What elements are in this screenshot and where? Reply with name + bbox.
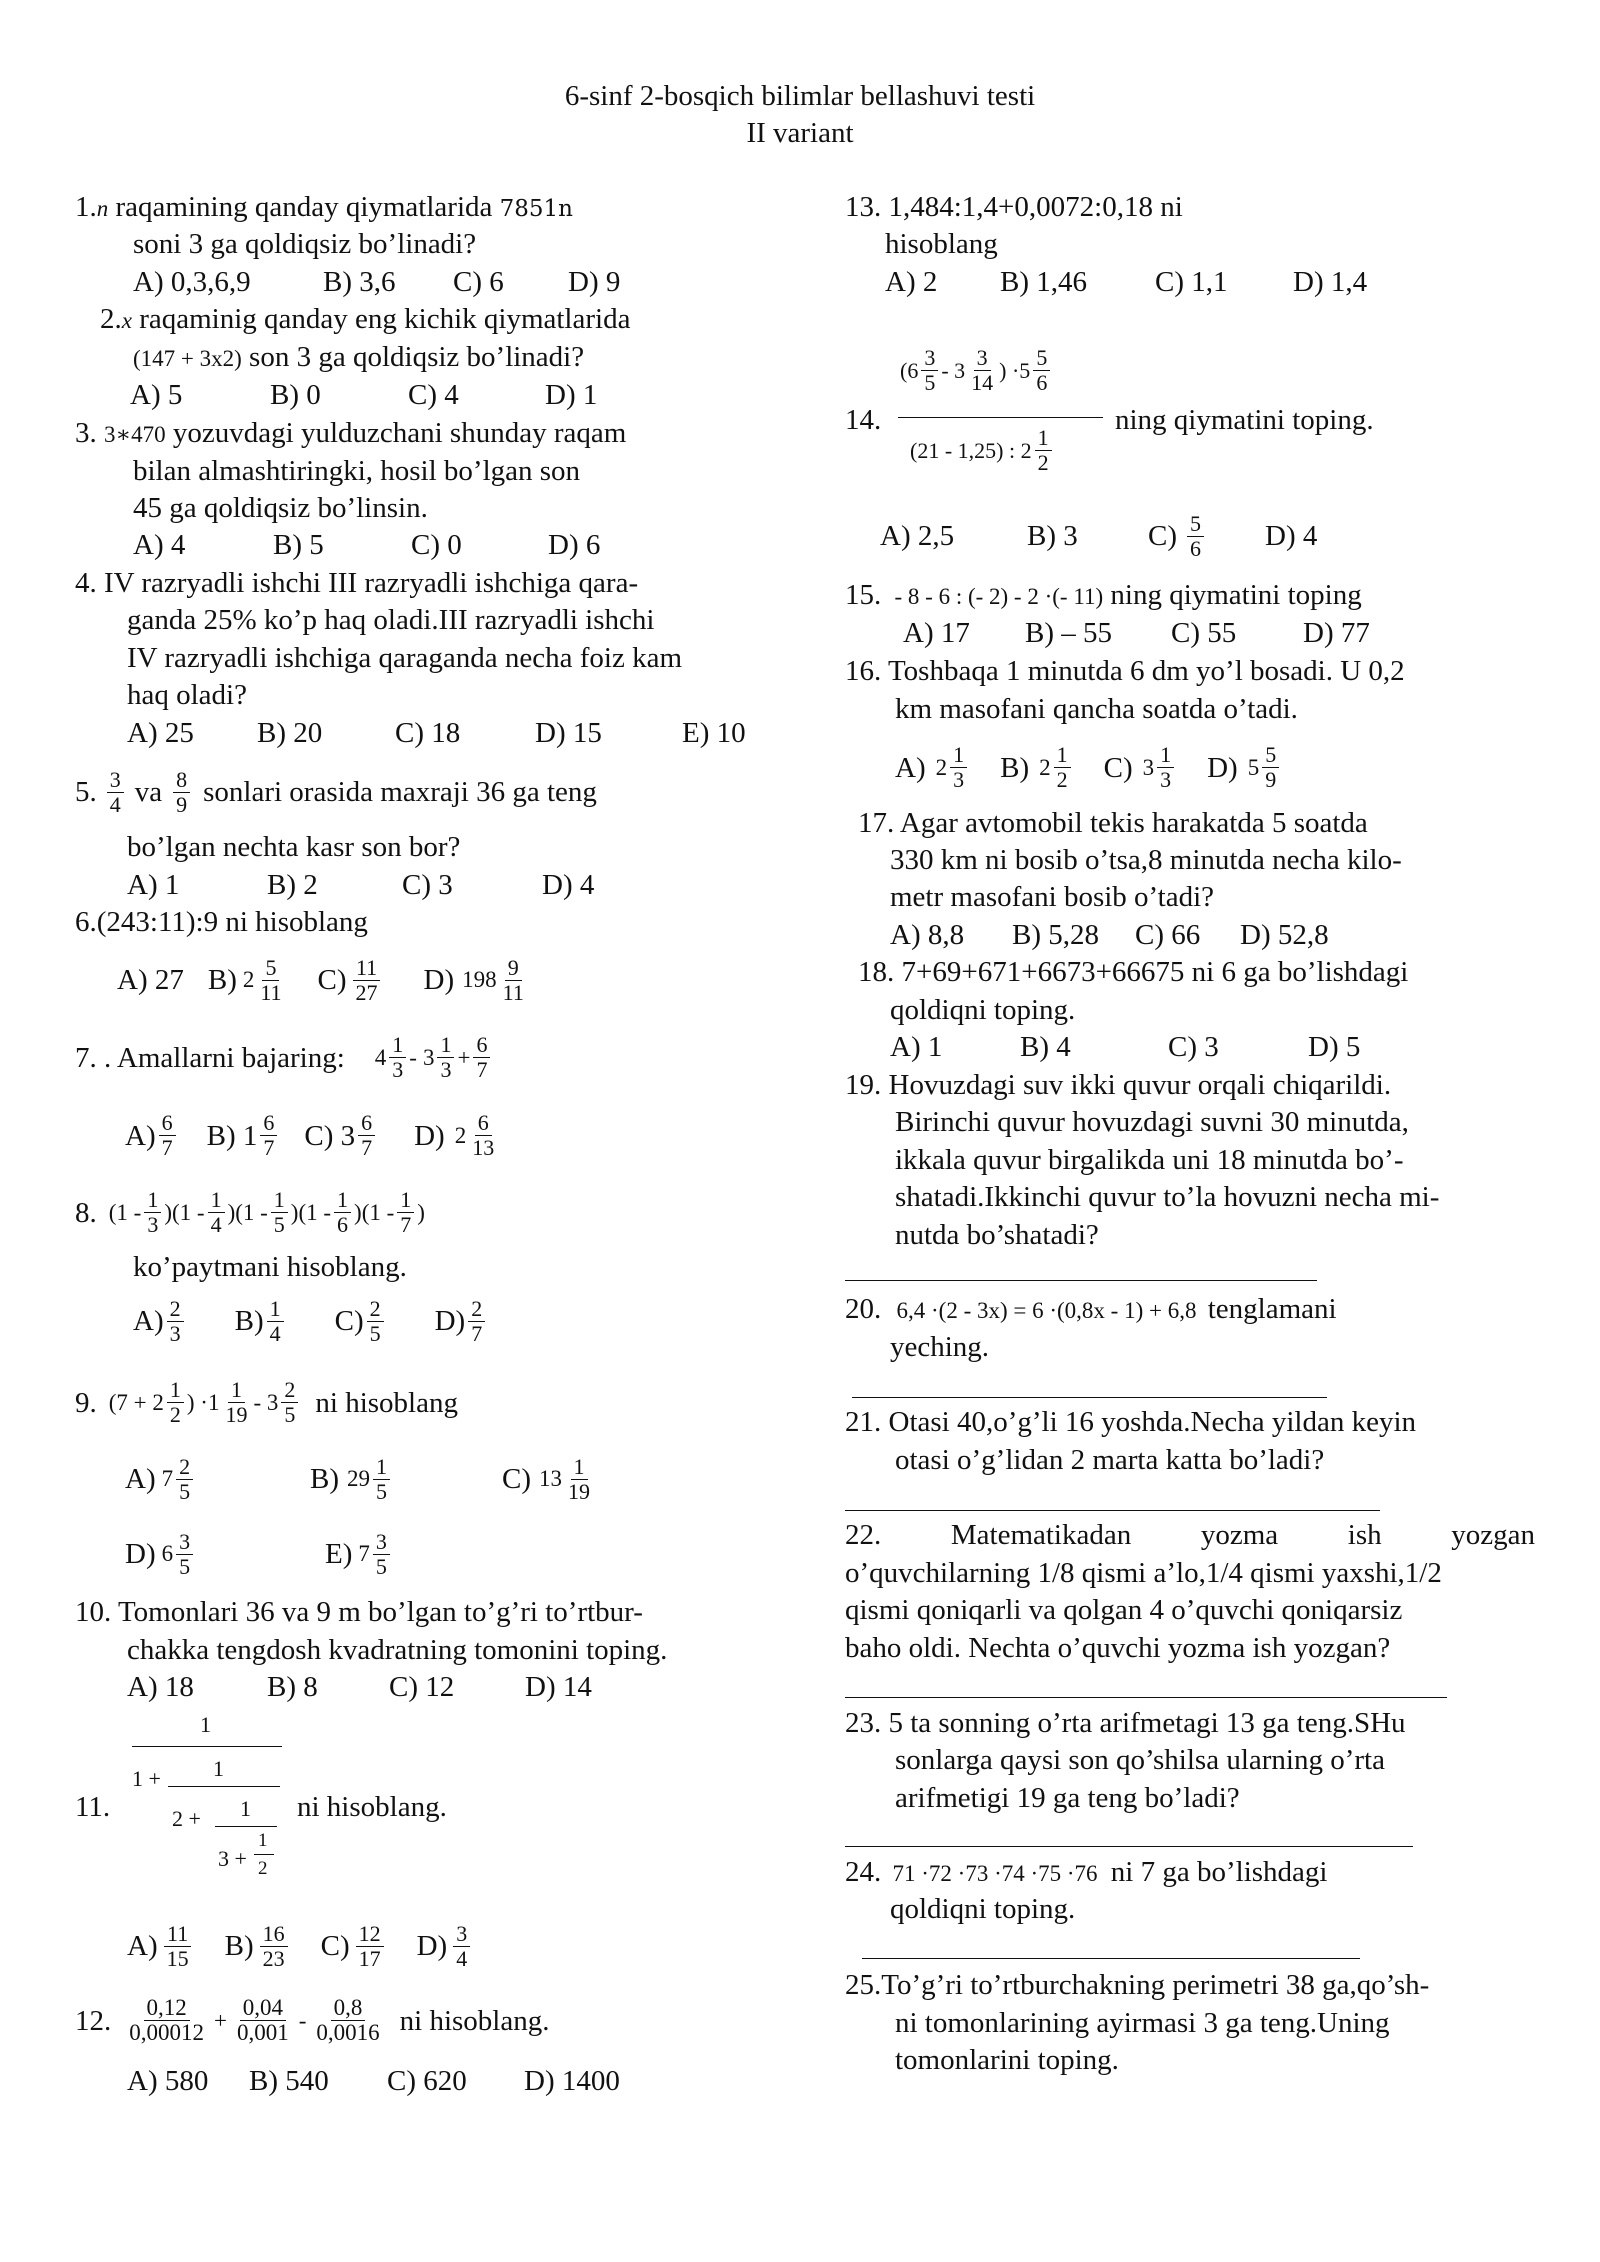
question-text: raqaminig qanday eng kichik qiymatlarida bbox=[139, 303, 631, 335]
answer-option-b[interactable]: B) 540 bbox=[249, 2065, 329, 2097]
question-text: sonlari orasida maxraji 36 ga teng bbox=[203, 776, 597, 808]
answer-option-b[interactable]: B) 1 $\frac{6}{7}$ bbox=[207, 1111, 281, 1160]
question-text: yozuvdagi yulduzchani shunday raqam bbox=[172, 417, 627, 449]
test-page: 6-sinf 2-bosqich bilimlar bellashuvi testi II variant 1.n raqamining qanday qiymatlarida 7851n soni 3 ga qoldiqsiz bo’linadi? A) 0,3,6,9 B) 3,6 C) 6 D) 9 2.x raqaminig qanday eng kichik qiymatlarida (147 + 3x2) son 3 ga qoldiqsiz bo’linadi? A) 5 B) 0 C) 4 D) 1 3. 3∗470 yozuvdagi yulduzchani shunday raqam bilan almashtiringki, hosil bo’lgan son 45 ga qoldiqsiz bo’linsin. A) 4 B) 5 C) 0 D) 6 4. IV razryadli ishchi III razryadli ishchiga qara- ganda 25% ko’p haq oladi.III razryadli ishchi IV razryadli ishchiga qaraganda necha foiz kam haq oladi? A) 25 B) 20 C) 18 D) 15 E) 10 5. $\frac{3}{4}$ va $\frac{8}{9}$ sonlari orasida maxraji 36 ga teng bo’lgan nechta kasr son bor? A) 1 B) 2 C) 3 D) 4 6.(243:11):9 ni hisoblang A) 27 B) 2 $\frac{5}{11}$ C) $\frac{11}{27}$ D) 198 $\frac{9}{11}$ 7. . Amallarni bajaring: 4 $\frac{1}{3}$ - 3 $\frac{1}{3}$ + $\frac{6}{7}$ A) $\frac{6}{7}$ B) 1 $\frac{6}{7}$ C) 3 $\frac{6}{7}$ D) 2 $\frac{6}{13}$ 8. (1 - $\frac{1}{3}$ )(1 - $\frac{1}{4}$ )(1 - $\frac{1}{5}$ )(1 - $\frac{1}{6}$ )(1 - $\frac{1}{7}$ ) ko’paytmani hisoblang. A) $\frac{2}{3}$ B) $\frac{1}{4}$ C) $\frac{2}{5}$ D) $\frac{2}{7}$ 9. (7 + 2 $\frac{1}{2}$ ) ·1 $\frac{1}{19}$ - 3 $\frac{2}{5}$ ni hisoblang A) 7 $\frac{2}{5}$ B) 29 $\frac{1}{5}$ C) 13 $\frac{1}{19}$ D) 6 $\frac{3}{5}$ E) 7 $\frac{3}{5}$ 10. Tomonlari 36 va 9 m bo’lgan to’g’ri to’rtbur- chakka tengdosh kvadratning tomonini toping. A) 18 B) 8 C) 12 D) 14 11. 1 1 + 1 2 + 1 3 + 1 2 ni hisoblang. A) $\frac{11}{15}$ B) $\frac{16}{23}$ C) $\frac{12}{17}$ D) $\frac{3}{4}$ 12. $\frac{0,12}{0,00012}$ + $\frac{0,04}{0,001}$ - $\frac{0,8}{0,0016}$ ni hisoblang. A) 580 B) 540 C) 620 D) 1400 13. 1,484:1,4+0,0072:0,18 ni hisoblang A) 2 B) 1,46 C) 1,1 D) 1,4 14. (6 $\frac{3}{5}$ - 3 $\frac{3}{14}$ ) ·5 $\frac{5}{6}$ (21 - 1,25) : 2 $\frac{1}{2}$ ning qiymatini toping. A) 2,5 B) 3 C) $\frac{5}{6}$ D) 4 15. - 8 - 6 : (- 2) - 2 ·(- 11) ning qiymatini toping A) 17 B) – 55 C) 55 D) 77 16. Toshbaqa 1 minutda 6 dm yo’l bosadi. U 0,2 km masofani qancha soatda o’tadi. A) 2 $\frac{1}{3}$ B) 2 $\frac{1}{2}$ C) 3 $\frac{1}{3}$ D) 5 $\frac{5}{9}$ 17. Agar avtomobil tekis harakatda 5 soatda 330 km ni bosib o’tsa,8 minutda necha kilo- metr masofani bosib o’tadi? A) 8,8 B) 5,28 C) 66 D) 52,8 18. 7+69+671+6673+66675 ni 6 ga bo’lishdagi qoldiqni toping. A) 1 B) 4 C) 3 D) 5 19. Hovuzdagi suv ikki quvur orqali chiqarildi. Birinchi quvur hovuzdagi suvni 30 minutda, ikkala quvur birgalikda uni 18 minutda bo’- shatadi.Ikkinchi quvur to’la hovuzni necha mi- nutda bo’shatadi? 20. 6,4 ·(2 - 3x) = 6 ·(0,8x - 1) + 6,8 tenglamani yeching. 21. Otasi 40,o’g’li 16 yoshda.Necha yildan keyin otasi o’g’lidan 2 marta katta bo’ladi? 22. Matematikadan yozma ish yozgan o’quvchilarning 1/8 qismi a’lo,1/4 qismi yaxshi,1/2 qismi qoniqarli va qolgan 4 o’quvchi qoniqarsiz baho oldi. Nechta o’quvchi yozma ish yozgan? 23. 5 ta sonning o’rta arifmetagi 13 ga teng.SHu sonlarga qaysi son qo’shilsa ularning o’rta arifmetigi 19 ga teng bo’ladi? 24. 71 ·72 ·73 ·74 ·75 ·76 ni 7 ga bo’lishdagi qoldiqni toping. 25.To’g’ri to’rtburchakning perimetri 38 ga,qo’sh- ni tomonlarining ayirmasi 3 ga teng.Uning tomonlarini toping. bbox=[0, 0, 1600, 2262]
math-expression: (6 $\frac{3}{5}$ - 3 $\frac{3}{14}$ ) ·5 $\frac{5}{6}$ (21 - 1,25) : 2 $\frac{1}{2}$ bbox=[898, 340, 1108, 490]
question-text: metr masofani bosib o’tadi? bbox=[890, 881, 1215, 913]
answer-option-d[interactable]: D) 15 bbox=[535, 717, 602, 749]
answer-option-d[interactable]: D) $\frac{2}{7}$ bbox=[435, 1297, 489, 1346]
answer-option-c[interactable]: C) 0 bbox=[411, 529, 462, 561]
question-text: tenglamani bbox=[1207, 1293, 1337, 1325]
math-expression: $\frac{0,12}{0,00012}$ + $\frac{0,04}{0,001}$ - $\frac{0,8}{0,0016}$ bbox=[129, 1995, 380, 2045]
answer-option-c[interactable]: C) 4 bbox=[408, 379, 459, 411]
answer-option-d[interactable]: D) $\frac{3}{4}$ bbox=[417, 1922, 474, 1971]
question-text: bilan almashtiringki, hosil bo’lgan son bbox=[133, 455, 581, 487]
answer-option-a[interactable]: A) 2,5 bbox=[880, 520, 955, 552]
question-text: otasi o’g’lidan 2 marta katta bo’ladi? bbox=[895, 1444, 1325, 1476]
answer-option-c[interactable]: C) 3 bbox=[1168, 1031, 1219, 1063]
answer-option-d[interactable]: D) 14 bbox=[525, 1671, 592, 1703]
question-text: qismi qoniqarli va qolgan 4 o’quvchi qoniqarsiz bbox=[845, 1594, 1403, 1626]
question-text: haq oladi? bbox=[127, 679, 247, 711]
question-number: 3. bbox=[75, 417, 97, 449]
answer-option-a[interactable]: A) 18 bbox=[127, 1671, 194, 1703]
fraction: $\frac{8}{9}$ bbox=[173, 768, 190, 817]
math-expression: 7851n bbox=[499, 196, 573, 222]
answer-option-c[interactable]: C) 12 bbox=[389, 1671, 455, 1703]
answer-option-a[interactable]: A) 2 $\frac{1}{3}$ bbox=[895, 743, 970, 792]
answer-option-b[interactable]: B) $\frac{16}{23}$ bbox=[225, 1922, 291, 1971]
answer-option-b[interactable]: B) 1,46 bbox=[1000, 266, 1087, 298]
question-text: tomonlarini toping. bbox=[895, 2044, 1119, 2076]
question-text: 45 ga qoldiqsiz bo’linsin. bbox=[133, 492, 428, 524]
question-text: arifmetigi 19 ga teng bo’ladi? bbox=[895, 1782, 1240, 1814]
question-text: 6.(243:11):9 ni hisoblang bbox=[75, 906, 368, 938]
question-number: 5. bbox=[75, 776, 97, 808]
question-text: ni hisoblang. bbox=[297, 1791, 447, 1823]
word: yozgan bbox=[1451, 1519, 1535, 1551]
word: Matematikadan bbox=[950, 1519, 1132, 1551]
question-text: 13. 1,484:1,4+0,0072:0,18 ni bbox=[845, 191, 1183, 223]
question-text: 16. Toshbaqa 1 minutda 6 dm yo’l bosadi. U 0,2 bbox=[845, 655, 1405, 687]
question-text: qoldiqni toping. bbox=[890, 994, 1076, 1026]
question-text: yeching. bbox=[890, 1331, 990, 1363]
answer-option-b[interactable]: B) 2 $\frac{5}{11}$ bbox=[207, 954, 282, 1005]
question-text: 25.To’g’ri to’rtburchakning perimetri 38 ga,qo’sh- bbox=[845, 1969, 1430, 2001]
question-number: 11. bbox=[75, 1791, 111, 1823]
answer-option-d[interactable]: D) 9 bbox=[568, 266, 621, 298]
question-text: 21. Otasi 40,o’g’li 16 yoshda.Necha yildan keyin bbox=[845, 1406, 1417, 1438]
question-text bbox=[845, 1518, 1535, 1552]
question-text: 19. Hovuzdagi suv ikki quvur orqali chiqarildi. bbox=[845, 1069, 1392, 1101]
answer-option-d[interactable]: D) 4 bbox=[542, 869, 595, 901]
question-text: ning qiymatini toping. bbox=[1115, 404, 1374, 436]
answer-option-a[interactable]: A) 27 bbox=[117, 964, 184, 996]
answer-option-c[interactable]: C) 55 bbox=[1171, 617, 1237, 649]
answer-option-a[interactable]: A) 1 bbox=[890, 1031, 943, 1063]
answer-option-d[interactable]: D) 1,4 bbox=[1293, 266, 1368, 298]
answer-option-c[interactable]: C) 13 $\frac{1}{19}$ bbox=[502, 1453, 590, 1504]
question-text: km masofani qancha soatda o’tadi. bbox=[895, 693, 1298, 725]
question-text: IV razryadli ishchiga qaraganda necha foiz kam bbox=[127, 642, 683, 674]
question-text: 7. . Amallarni bajaring: bbox=[75, 1041, 345, 1074]
question-text: 4. IV razryadli ishchi III razryadli ishchiga qara- bbox=[75, 567, 639, 599]
question-number: 2. bbox=[100, 303, 122, 335]
question-number: 1. bbox=[75, 191, 97, 223]
variable-n: n bbox=[96, 196, 109, 221]
answer-option-a[interactable]: A) 4 bbox=[133, 529, 186, 561]
answer-line[interactable] bbox=[845, 1846, 1413, 1847]
question-number: 8. bbox=[75, 1196, 97, 1229]
answer-option-d[interactable]: D) 2 $\frac{6}{13}$ bbox=[414, 1110, 495, 1160]
answer-option-a[interactable]: A) 580 bbox=[127, 2065, 209, 2097]
answer-option-b[interactable]: B) $\frac{1}{4}$ bbox=[235, 1297, 287, 1346]
answer-option-c[interactable]: C) $\frac{11}{27}$ bbox=[318, 956, 384, 1005]
question-text: 10. Tomonlari 36 va 9 m bo’lgan to’g’ri to’rtbur- bbox=[75, 1596, 643, 1628]
answer-option-a[interactable]: A) $\frac{11}{15}$ bbox=[127, 1922, 195, 1971]
answer-option-c[interactable]: C) 66 bbox=[1135, 919, 1201, 951]
question-text: Birinchi quvur hovuzdagi suvni 30 minutda, bbox=[895, 1106, 1409, 1138]
answer-option-b[interactable]: B) 20 bbox=[257, 717, 323, 749]
question-number: 24. bbox=[845, 1856, 882, 1888]
answer-option-a[interactable]: A) 17 bbox=[903, 617, 970, 649]
answer-option-a[interactable]: A) 8,8 bbox=[890, 919, 965, 951]
answer-option-b[interactable]: B) 4 bbox=[1020, 1031, 1071, 1063]
answer-option-b[interactable]: B) 8 bbox=[267, 1671, 318, 1703]
answer-option-b[interactable]: B) 0 bbox=[270, 379, 321, 411]
answer-option-b[interactable]: B) 3 bbox=[1027, 520, 1078, 552]
answer-option-d[interactable]: D) 6 bbox=[548, 529, 601, 561]
question-text: 23. 5 ta sonning o’rta arifmetagi 13 ga teng.SHu bbox=[845, 1707, 1406, 1739]
fraction: $\frac{3}{4}$ bbox=[107, 768, 124, 817]
answer-option-a[interactable]: A) $\frac{6}{7}$ bbox=[125, 1111, 179, 1160]
answer-option-e[interactable]: E) 10 bbox=[682, 717, 746, 749]
question-text: 17. Agar avtomobil tekis harakatda 5 soatda bbox=[858, 807, 1368, 839]
answer-line[interactable] bbox=[845, 1280, 1317, 1281]
answer-option-a[interactable]: A) 0,3,6,9 bbox=[133, 266, 251, 298]
math-expression: (1 - $\frac{1}{3}$ )(1 - $\frac{1}{4}$ )(1 - $\frac{1}{5}$ )(1 - $\frac{1}{6}$ )(1 - $\frac{1}{7}$ ) bbox=[108, 1187, 425, 1237]
question-text: ni hisoblang. bbox=[399, 2004, 550, 2037]
math-expression: 6,4 ·(2 - 3x) = 6 ·(0,8x - 1) + 6,8 bbox=[896, 1298, 1197, 1323]
question-text: ni tomonlarining ayirmasi 3 ga teng.Uning bbox=[895, 2007, 1390, 2039]
word: 22. bbox=[845, 1519, 882, 1551]
answer-option-e[interactable]: E) 7 $\frac{3}{5}$ bbox=[325, 1523, 393, 1585]
answer-option-c[interactable]: C) 1,1 bbox=[1155, 266, 1228, 298]
question-text: 330 km ni bosib o’tsa,8 minutda necha kilo- bbox=[890, 844, 1402, 876]
answer-option-d[interactable]: D) 1400 bbox=[524, 2065, 620, 2097]
answer-option-a[interactable]: A) 1 bbox=[127, 869, 180, 901]
question-text: sonlarga qaysi son qo’shilsa ularning o’rta bbox=[895, 1744, 1385, 1776]
question-text: ikkala quvur birgalikda uni 18 minutda bo’- bbox=[895, 1144, 1404, 1176]
question-number: 15. bbox=[845, 579, 882, 611]
answer-option-c[interactable]: C) 3 bbox=[402, 869, 453, 901]
question-number: 14. bbox=[845, 404, 882, 436]
answer-option-b[interactable]: B) 5,28 bbox=[1012, 919, 1099, 951]
answer-option-c[interactable]: C) 620 bbox=[387, 2065, 467, 2097]
math-expression: (147 + 3x2) bbox=[133, 346, 242, 371]
question-text: shatadi.Ikkinchi quvur to’la hovuzni necha mi- bbox=[895, 1181, 1440, 1213]
answer-option-d[interactable]: D) 6 $\frac{3}{5}$ bbox=[125, 1523, 196, 1585]
question-text: qoldiqni toping. bbox=[890, 1893, 1076, 1925]
question-text: soni 3 ga qoldiqsiz bo’linadi? bbox=[133, 228, 477, 260]
answer-option-d[interactable]: D) 5 bbox=[1308, 1031, 1361, 1063]
question-text: ganda 25% ko’p haq oladi.III razryadli ishchi bbox=[127, 604, 655, 636]
math-expression: 4 $\frac{1}{3}$ - 3 $\frac{1}{3}$ + $\frac{6}{7}$ bbox=[375, 1033, 494, 1082]
answer-option-b[interactable]: B) 2 $\frac{1}{2}$ bbox=[1000, 743, 1074, 792]
answer-option-d[interactable]: D) 1 bbox=[545, 379, 598, 411]
question-text: baho oldi. Nechta o’quvchi yozma ish yozgan? bbox=[845, 1632, 1391, 1664]
math-expression: 3∗470 bbox=[104, 422, 166, 447]
question-text: chakka tengdosh kvadratning tomonini toping. bbox=[127, 1634, 668, 1666]
question-number: 9. bbox=[75, 1386, 97, 1419]
question-text: ning qiymatini toping bbox=[1110, 579, 1362, 611]
question-text: son 3 ga qoldiqsiz bo’linadi? bbox=[249, 341, 585, 373]
answer-option-b[interactable]: B) 5 bbox=[273, 529, 324, 561]
answer-line[interactable] bbox=[845, 1697, 1447, 1698]
variable-x: x bbox=[121, 308, 132, 333]
word: yozma bbox=[1200, 1519, 1279, 1551]
variant-label: II variant bbox=[746, 117, 854, 149]
answer-line[interactable] bbox=[862, 1958, 1360, 1959]
word: ish bbox=[1347, 1519, 1382, 1551]
answer-option-b[interactable]: B) 3,6 bbox=[323, 266, 396, 298]
math-expression: - 8 - 6 : (- 2) - 2 ·(- 11) bbox=[894, 584, 1104, 609]
question-text: hisoblang bbox=[885, 228, 998, 260]
answer-option-a[interactable]: A) 7 $\frac{2}{5}$ bbox=[125, 1448, 196, 1510]
page-title: 6-sinf 2-bosqich bilimlar bellashuvi testi bbox=[564, 80, 1036, 112]
answer-option-b[interactable]: B) 2 bbox=[267, 869, 318, 901]
question-text: 18. 7+69+671+6673+66675 ni 6 ga bo’lishdagi bbox=[858, 956, 1409, 988]
question-text: ko’paytmani hisoblang. bbox=[133, 1251, 407, 1283]
question-number: 20. bbox=[845, 1293, 882, 1325]
answer-option-d[interactable]: D) 4 bbox=[1265, 520, 1318, 552]
answer-option-d[interactable]: D) 5 $\frac{5}{9}$ bbox=[1207, 743, 1282, 792]
answer-option-c[interactable]: C) $\frac{5}{6}$ bbox=[1148, 505, 1207, 567]
question-text: raqamining qanday qiymatlarida bbox=[115, 191, 493, 223]
answer-option-d[interactable]: D) 198 $\frac{9}{11}$ bbox=[423, 954, 524, 1005]
question-text: bo’lgan nechta kasr son bor? bbox=[127, 831, 461, 863]
answer-line[interactable] bbox=[852, 1397, 1327, 1398]
math-expression: (7 + 2 $\frac{1}{2}$ ) ·1 $\frac{1}{19}$ - 3 $\frac{2}{5}$ bbox=[109, 1378, 302, 1427]
answer-option-c[interactable]: C) $\frac{12}{17}$ bbox=[321, 1922, 387, 1971]
question-text: ni 7 ga bo’lishdagi bbox=[1110, 1856, 1328, 1888]
answer-option-c[interactable]: C) $\frac{2}{5}$ bbox=[335, 1297, 387, 1346]
question-text: ni hisoblang bbox=[315, 1386, 458, 1419]
answer-option-d[interactable]: D) 52,8 bbox=[1240, 919, 1329, 951]
question-number: 12. bbox=[75, 2004, 112, 2037]
answer-option-d[interactable]: D) 77 bbox=[1303, 617, 1370, 649]
answer-option-a[interactable]: A) 2 bbox=[885, 266, 938, 298]
question-text: o’quvchilarning 1/8 qismi a’lo,1/4 qismi yaxshi,1/2 bbox=[845, 1557, 1442, 1589]
math-expression: 71 ·72 ·73 ·74 ·75 ·76 bbox=[892, 1861, 1098, 1886]
answer-option-a[interactable]: A) $\frac{2}{3}$ bbox=[133, 1297, 187, 1346]
continued-fraction: 1 1 + 1 2 + 1 3 + 1 2 bbox=[130, 1712, 290, 1882]
answer-option-a[interactable]: A) 25 bbox=[127, 717, 194, 749]
answer-option-b[interactable]: B) – 55 bbox=[1025, 617, 1112, 649]
answer-option-a[interactable]: A) 5 bbox=[130, 379, 183, 411]
answer-line[interactable] bbox=[845, 1510, 1380, 1511]
question-text: nutda bo’shatadi? bbox=[895, 1219, 1099, 1251]
answer-option-b[interactable]: B) 29 $\frac{1}{5}$ bbox=[310, 1448, 393, 1510]
answer-option-c[interactable]: C) 18 bbox=[395, 717, 461, 749]
answer-option-c[interactable]: C) 3 $\frac{6}{7}$ bbox=[304, 1111, 378, 1160]
answer-option-c[interactable]: C) 3 $\frac{1}{3}$ bbox=[1104, 743, 1178, 792]
answer-option-c[interactable]: C) 6 bbox=[453, 266, 504, 298]
